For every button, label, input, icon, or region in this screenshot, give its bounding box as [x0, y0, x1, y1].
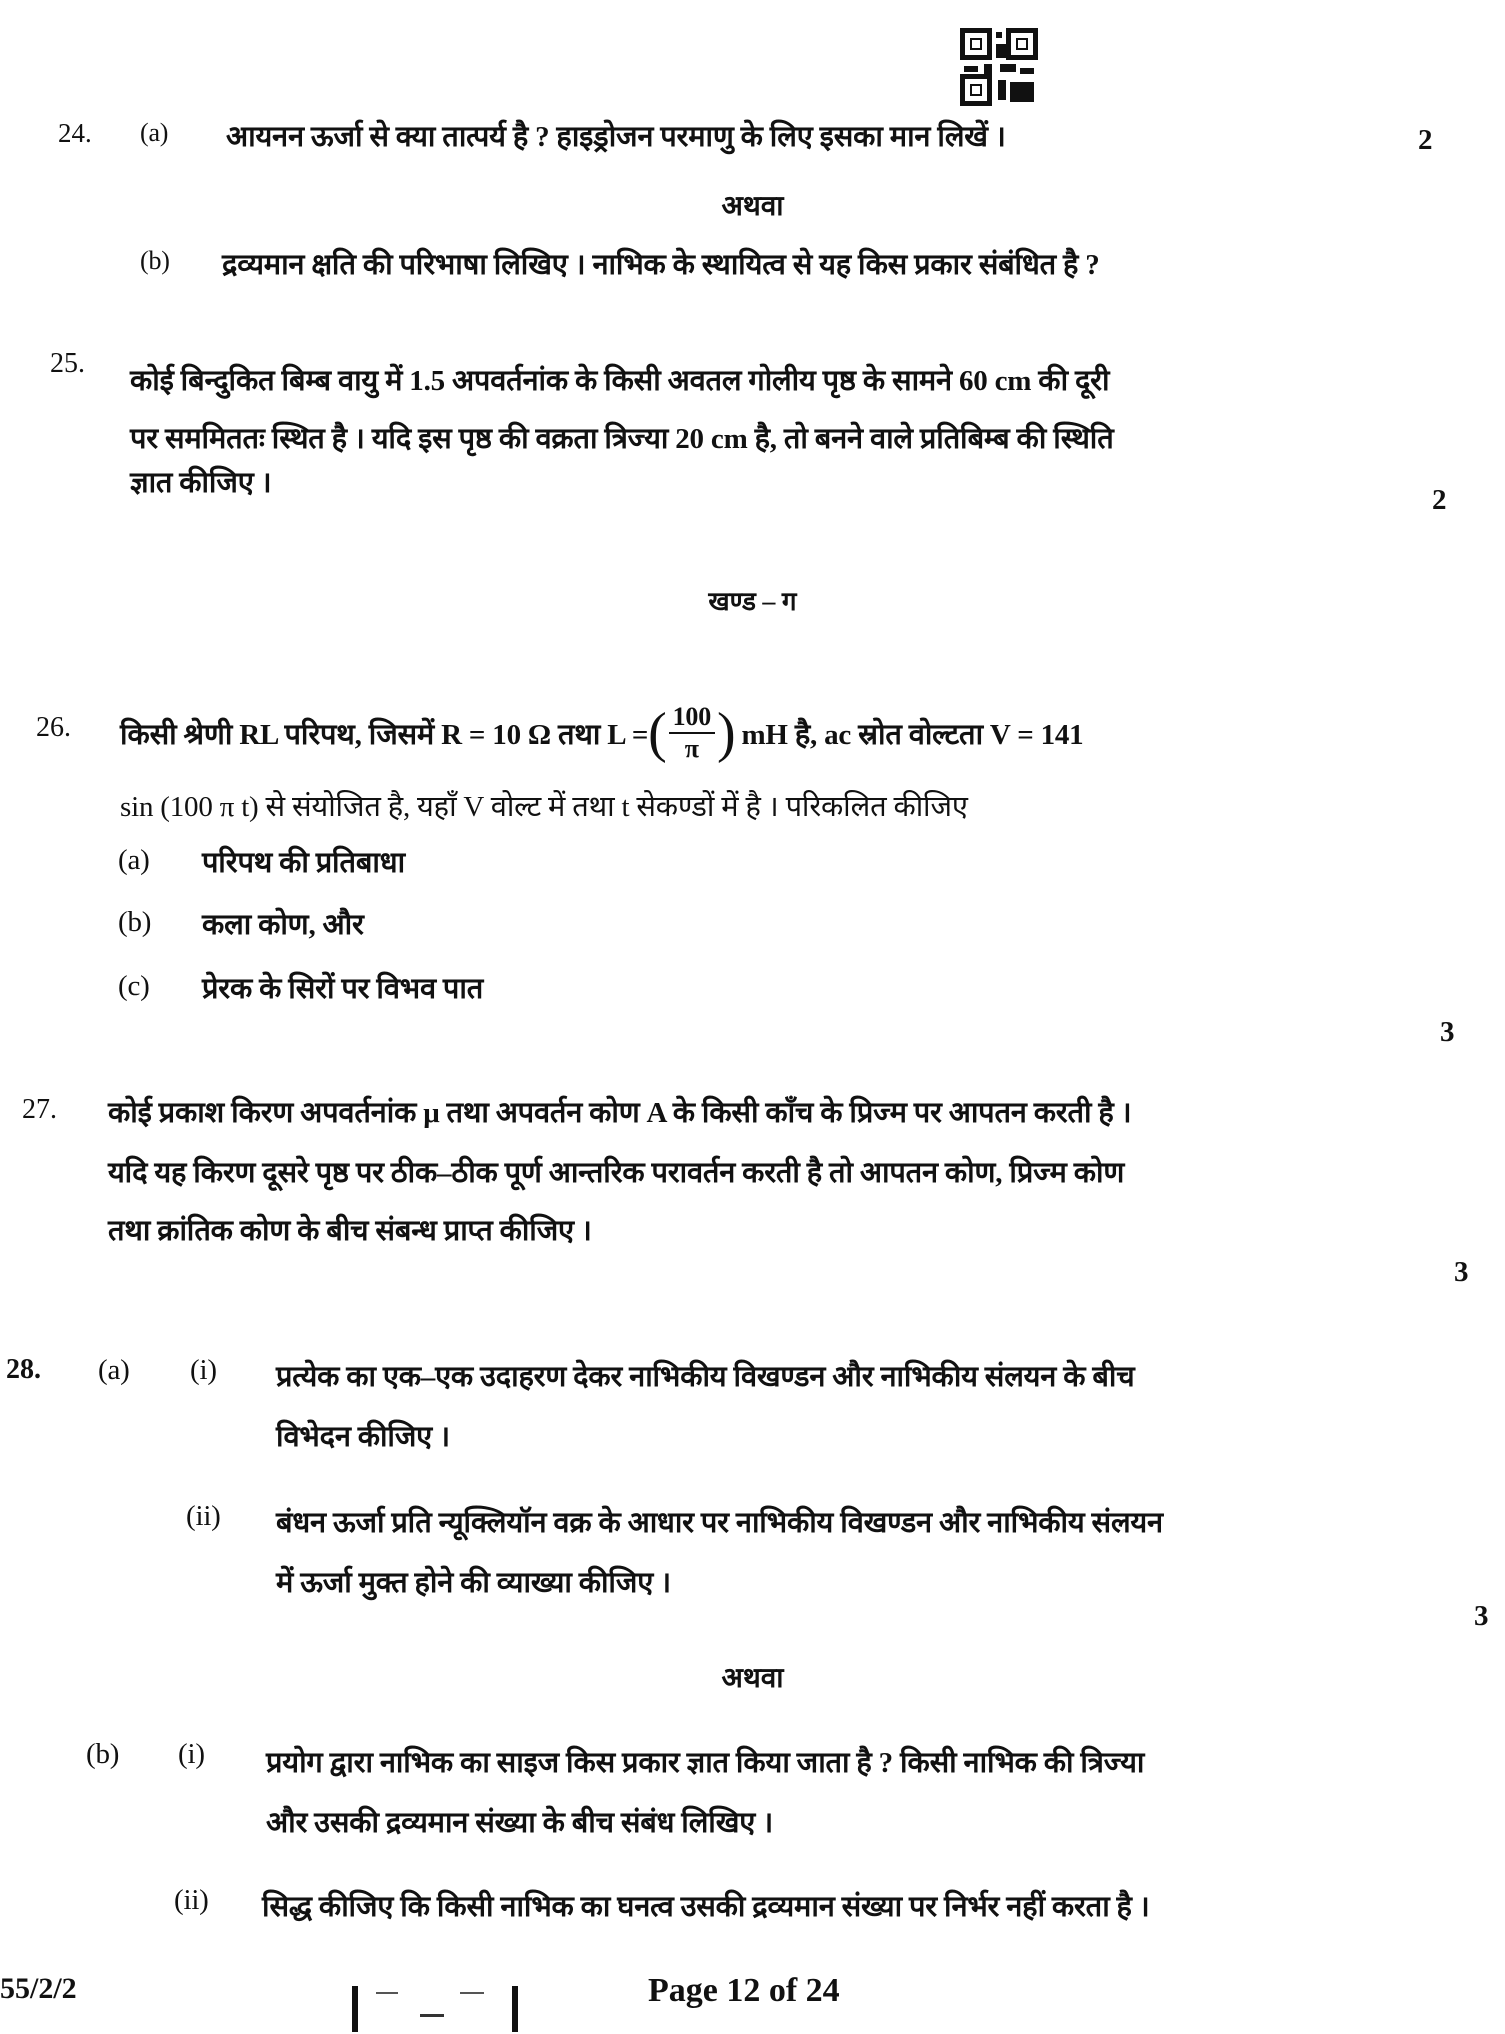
marks: 2: [1432, 484, 1447, 516]
marks: 3: [1474, 1600, 1489, 1632]
subpart-text: प्रत्येक का एक–एक उदाहरण देकर नाभिकीय विखण्डन और नाभिकीय संलयन के बीच: [276, 1361, 1135, 1393]
question-text: पर सममिततः स्थित है । यदि इस पृष्ठ की वक्रता त्रिज्या 20 cm है, तो बनने वाले प्रतिबिम्ब की स्थिति: [130, 423, 1114, 455]
qr-finder-icon: [1006, 28, 1038, 60]
question-number: 26.: [36, 712, 71, 743]
subpart-label: (a): [140, 118, 169, 147]
marks: 2: [1418, 124, 1433, 156]
or-divider: अथवा: [721, 1663, 784, 1694]
subpart-text: में ऊर्जा मुक्त होने की व्याख्या कीजिए ।: [276, 1567, 671, 1599]
question-text: ज्ञात कीजिए ।: [130, 467, 272, 499]
subpart-text: प्रेरक के सिरों पर विभव पात: [202, 973, 484, 1005]
subpart-text: सिद्ध कीजिए कि किसी नाभिक का घनत्व उसकी द्रव्यमान संख्या पर निर्भर नहीं करता है ।: [262, 1891, 1150, 1923]
subpart-text: बंधन ऊर्जा प्रति न्यूक्लियॉन वक्र के आधार पर नाभिकीय विखण्डन और नाभिकीय संलयन: [276, 1507, 1163, 1539]
subpart-text: प्रयोग द्वारा नाभिक का साइज किस प्रकार ज्ञात किया जाता है ? किसी नाभिक की त्रिज्या: [266, 1747, 1145, 1779]
question-text: [120, 702, 1083, 764]
question-number: 24.: [58, 118, 92, 148]
page-mark-right: [512, 1986, 518, 2032]
subpart-text: विभेदन कीजिए ।: [276, 1421, 450, 1453]
fraction-denominator: π: [684, 734, 699, 763]
subpart-text: कला कोण, और: [202, 909, 364, 941]
page-mark-left: [352, 1986, 358, 2032]
section-heading: खण्ड – ग: [708, 587, 797, 616]
question-text: द्रव्यमान क्षति की परिभाषा लिखिए । नाभिक के स्थायित्व से यह किस प्रकार संबंधित है ?: [222, 249, 1100, 281]
page-number: Page 12 of 24: [648, 1972, 840, 2009]
or-divider: अथवा: [721, 191, 784, 222]
question-text-part: mH है, ac स्रोत वोल्टता V = 141: [741, 718, 1084, 751]
question-text: आयनन ऊर्जा से क्या तात्पर्य है ? हाइड्रोजन परमाणु के लिए इसका मान लिखें ।: [226, 121, 1006, 153]
question-text: यदि यह किरण दूसरे पृष्ठ पर ठीक–ठीक पूर्ण आन्तरिक परावर्तन करती है तो आपतन कोण, प्रिज्म कोण: [108, 1157, 1125, 1189]
fraction-numerator: 100: [669, 702, 715, 734]
page-mark-dash: [376, 1992, 398, 1994]
page-mark-dash: [420, 2014, 444, 2017]
marks: 3: [1454, 1256, 1469, 1288]
qr-finder-icon: [960, 28, 992, 60]
question-number: 25.: [50, 348, 85, 379]
marks: 3: [1440, 1016, 1455, 1048]
subpart-text: परिपथ की प्रतिबाधा: [202, 847, 405, 879]
question-text: तथा क्रांतिक कोण के बीच संबन्ध प्राप्त कीजिए ।: [108, 1215, 592, 1247]
left-paren: (: [648, 702, 667, 764]
subpart-label: (b): [118, 906, 152, 938]
fraction: [669, 702, 715, 764]
qr-code-icon: [960, 28, 1038, 106]
qr-finder-icon: [960, 74, 992, 106]
subpart-label: (a): [118, 844, 150, 876]
question-number: 27.: [22, 1094, 57, 1125]
subpart-text: और उसकी द्रव्यमान संख्या के बीच संबंध लिखिए ।: [266, 1807, 773, 1839]
question-text: कोई बिन्दुकित बिम्ब वायु में 1.5 अपवर्तनांक के किसी अवतल गोलीय पृष्ठ के सामने 60 cm की दूरी: [130, 365, 1110, 397]
question-number: 28.: [6, 1354, 41, 1385]
subpart-label: (i): [190, 1354, 217, 1386]
question-text-part: किसी श्रेणी RL परिपथ, जिसमें R = 10 Ω तथा L =: [120, 718, 649, 751]
subpart-label: (a): [98, 1354, 130, 1386]
subpart-label: (ii): [174, 1884, 209, 1916]
paper-code: 55/2/2: [0, 1972, 77, 2005]
question-text: sin (100 π t) से संयोजित है, यहाँ V वोल्ट में तथा t सेकण्डों में है । परिकलित कीजिए: [120, 791, 968, 823]
subpart-label: (c): [118, 970, 150, 1002]
subpart-label: (b): [86, 1738, 120, 1770]
right-paren: ): [717, 702, 736, 764]
subpart-label: (i): [178, 1738, 205, 1770]
subpart-label: (ii): [186, 1500, 221, 1532]
question-text: कोई प्रकाश किरण अपवर्तनांक μ तथा अपवर्तन कोण A के किसी काँच के प्रिज्म पर आपतन करती है ।: [108, 1097, 1132, 1129]
subpart-label: (b): [140, 246, 170, 275]
page-mark-dash: [460, 1992, 484, 1994]
